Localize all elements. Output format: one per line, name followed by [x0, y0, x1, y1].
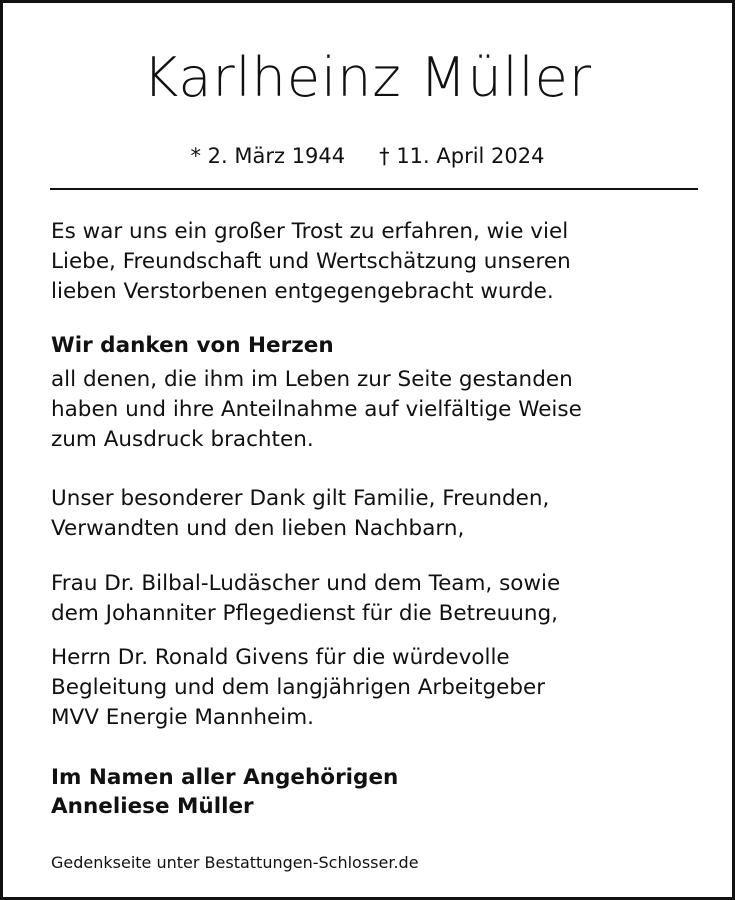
text-line: Es war uns ein großer Trost zu erfahren, wie viel [51, 219, 569, 244]
text-line: haben und ihre Anteilnahme auf vielfältige Weise [51, 397, 582, 422]
thanks-paragraph [51, 365, 701, 455]
text-line: Herrn Dr. Ronald Givens für die würdevolle [51, 645, 510, 670]
care-paragraph [51, 569, 701, 629]
death-date: † 11. April 2024 [379, 144, 545, 168]
text-line: Frau Dr. Bilbal-Ludäscher und dem Team, sowie [51, 571, 561, 596]
memorial-page-reference: Gedenkseite unter Bestattungen-Schlosser.de [51, 853, 419, 872]
text-line: lieben Verstorbenen entgegengebracht wurde. [51, 279, 554, 304]
signature-line-2: Anneliese Müller [51, 794, 254, 819]
deceased-name: Karlheinz Müller [142, 46, 593, 109]
text-line: Liebe, Freundschaft und Wertschätzung unseren [51, 249, 571, 274]
signature-line-1: Im Namen aller Angehörigen [51, 765, 399, 790]
text-line: all denen, die ihm im Leben zur Seite gestanden [51, 367, 573, 392]
text-line: Unser besonderer Dank gilt Familie, Freunden, [51, 486, 550, 511]
text-line: zum Ausdruck brachten. [51, 427, 314, 452]
doctor-paragraph [51, 643, 701, 733]
intro-paragraph [51, 217, 701, 307]
text-line: MVV Energie Mannheim. [51, 705, 314, 730]
divider-line [50, 188, 698, 190]
text-line: Verwandten und den lieben Nachbarn, [51, 516, 465, 541]
text-line: dem Johanniter Pflegedienst für die Betreuung, [51, 601, 558, 626]
thanks-heading: Wir danken von Herzen [51, 333, 334, 358]
special-thanks-paragraph [51, 484, 701, 544]
birth-date: * 2. März 1944 [190, 144, 346, 168]
text-line: Begleitung und dem langjährigen Arbeitgeber [51, 675, 546, 700]
life-dates [3, 146, 732, 167]
